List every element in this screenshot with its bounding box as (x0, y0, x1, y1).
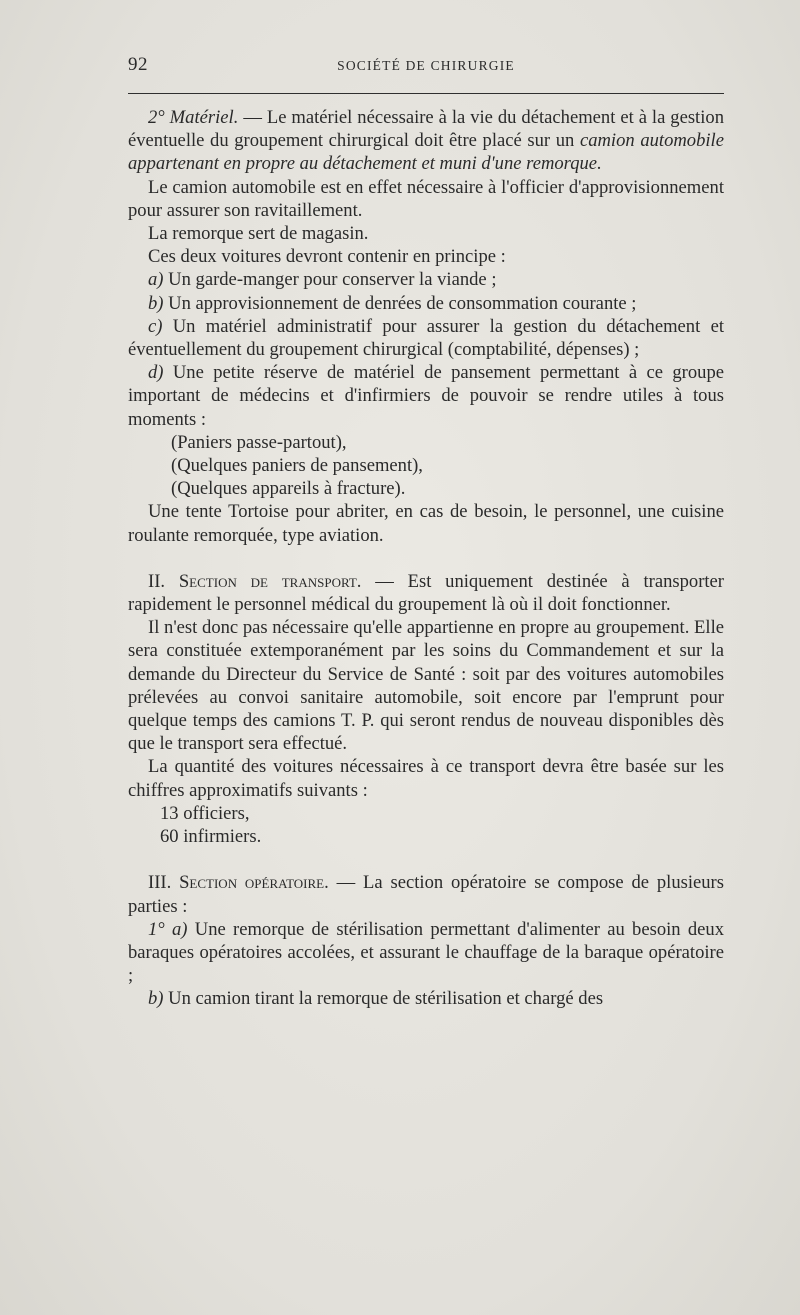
list-letter: b) (148, 988, 164, 1010)
list-item: c) Un matériel administratif pour assurer la gestion du détachement et éventuellement du groupement chirurgical (comptabilité, dépenses) ; (128, 315, 724, 361)
paragraph: La remorque sert de magasin. (148, 223, 369, 245)
section-number: II. (148, 570, 166, 592)
sub-list-item: (Quelques appareils à fracture). (171, 478, 406, 500)
page-number: 92 (128, 54, 148, 75)
materiel-paragraph: 2° Matériel. — Le matériel nécessaire à la vie du détachement et à la gestion éventuelle du groupement chirurgical doit être placé sur un camion automobile appartenant en propre au détachement et muni d'une remorque. (128, 107, 724, 175)
header-rule (128, 93, 724, 94)
section-operatoire-paragraph: III. Section opératoire. — La section opératoire se compose de plusieurs parties : (128, 872, 724, 917)
section-number: III. (148, 872, 172, 894)
paragraph: La quantité des voitures nécessaires à ce transport devra être basée sur les chiffres approximatifs suivants : (128, 756, 724, 801)
paragraph: Il n'est donc pas nécessaire qu'elle appartienne en propre au groupement. Elle sera constituée extemporanément par les soins du Commandement et sur la demande du Directeur du Service de Santé : soit par des voitures automobiles prélevées au convoi sanitaire automobile, soit encore par l'emprunt pour quelque temps des camions T. P. qui seront rendus de nouveau disponibles dès que le transport sera effectué. (128, 617, 724, 755)
list-letter: d) (148, 362, 164, 384)
section-transport-paragraph: II. Section de transport. — Est uniquement destinée à transporter rapidement le personnel médical du groupement là où il doit fonctionner. (128, 570, 724, 616)
list-letter: c) (148, 315, 163, 337)
paragraph: Le camion automobile est en effet nécessaire à l'officier d'approvisionnement pour assurer son ravitaillement. (128, 176, 724, 221)
paragraph: Une tente Tortoise pour abriter, en cas de besoin, le personnel, une cuisine roulante remorquée, type aviation. (128, 501, 724, 546)
figure-line: 13 officiers, (160, 802, 250, 824)
list-item: d) Une petite réserve de matériel de pansement permettant à ce groupe important de médecins et d'infirmiers de pouvoir se rendre utiles à tous moments : (128, 362, 724, 430)
materiel-heading: 2° Matériel. (148, 107, 239, 128)
page-header (128, 50, 724, 80)
section-title: Section opératoire. (179, 872, 329, 894)
running-head: SOCIÉTÉ DE CHIRURGIE (337, 58, 515, 73)
materiel-emphasis: camion automobile appartenant en propre au détachement et muni d'une remorque. (128, 130, 724, 175)
list-item: b) Un approvisionnement de denrées de consommation courante ; (148, 292, 637, 314)
section-title: Section de transport. (178, 570, 362, 592)
list-item: b) Un camion tirant la remorque de stérilisation et chargé des (148, 988, 604, 1010)
list-letter: a) (148, 269, 164, 291)
sub-list-item: (Paniers passe-partout), (171, 431, 347, 453)
figure-line: 60 infirmiers. (160, 826, 262, 848)
paragraph: Ces deux voitures devront contenir en principe : (148, 246, 506, 268)
list-item: a) Un garde-manger pour conserver la viande ; (148, 269, 497, 291)
list-item: 1° a) Une remorque de stérilisation permettant d'alimenter au besoin deux baraques opératoires accolées, et assurant le chauffage de la baraque opératoire ; (128, 918, 725, 987)
list-letter: 1° a) (148, 918, 188, 940)
list-letter: b) (148, 292, 164, 314)
body-text (128, 106, 724, 1011)
sub-list-item: (Quelques paniers de pansement), (171, 455, 423, 477)
